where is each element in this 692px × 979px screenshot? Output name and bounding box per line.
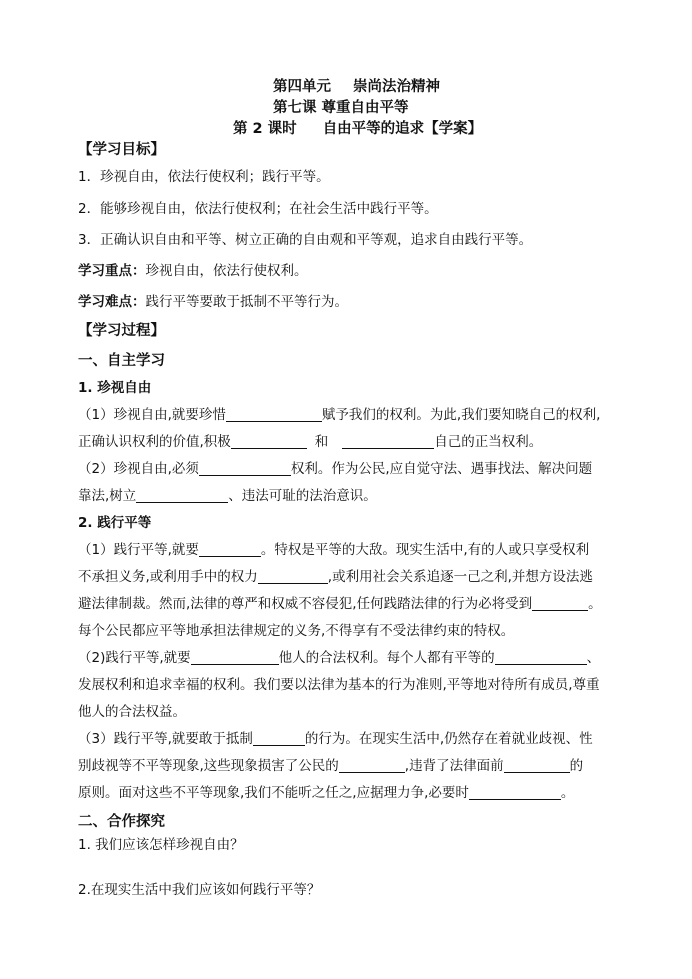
- subsection-practice-equality: 2. 践行平等: [78, 515, 152, 531]
- key-point-label: 学习重点：: [78, 263, 146, 279]
- text-run: 。: [560, 785, 575, 801]
- objective-item: 3．正确认识自由和平等、树立正确的自由观和平等观，追求自由践行平等。: [78, 232, 533, 248]
- paragraph-line: [78, 459, 592, 479]
- text-run: （2）珍视自由,必须: [78, 461, 199, 477]
- text-run: 他人的合法权利。每个人都有平等的: [278, 650, 495, 666]
- text-run: （2)践行平等,就要: [78, 650, 191, 666]
- text-run: （1）践行平等,就要: [78, 542, 199, 558]
- paragraph-line: [78, 405, 600, 425]
- question-1: 1. 我们应该怎样珍视自由？: [78, 837, 244, 853]
- text-run: （3）践行平等,就要敢于抵制: [78, 731, 253, 747]
- fill-blank[interactable]: [504, 757, 570, 773]
- fill-blank[interactable]: [199, 541, 261, 557]
- period-number: 第 2 课时: [233, 121, 297, 137]
- fill-blank[interactable]: [532, 595, 588, 611]
- text-run: 权利。作为公民,应自觉守法、遇事找法、解决问题: [290, 461, 593, 477]
- difficulty: [78, 292, 348, 312]
- text-run: 。特权是平等的大敌。现实生活中,有的人或只享受权利: [260, 542, 590, 558]
- fill-blank[interactable]: [231, 433, 307, 449]
- fill-blank[interactable]: [495, 649, 587, 665]
- text-run: 靠法,树立: [78, 488, 137, 504]
- period-title: [233, 119, 482, 139]
- paragraph-line: [78, 594, 602, 614]
- text-run: 和: [314, 434, 329, 450]
- paragraph-line: 他人的合法权益。: [78, 704, 186, 720]
- difficulty-label: 学习难点：: [78, 294, 146, 310]
- question-2: 2.在现实生活中我们应该如何践行平等？: [78, 882, 321, 898]
- text-run: 的行为。在现实生活中,仍然存在着就业歧视、性: [304, 731, 593, 747]
- objective-item: 2．能够珍视自由，依法行使权利；在社会生活中践行平等。: [78, 201, 438, 217]
- text-run: 正确认识权利的价值,积极: [78, 434, 231, 450]
- text-run: 、: [586, 650, 601, 666]
- fill-blank[interactable]: [253, 730, 305, 746]
- fill-blank[interactable]: [226, 406, 322, 422]
- text-run: （1）珍视自由,就要珍惜: [78, 407, 226, 423]
- paragraph-line: [78, 540, 589, 560]
- fill-blank[interactable]: [258, 568, 328, 584]
- key-point-text: 珍视自由，依法行使权利。: [145, 263, 308, 279]
- process-heading: 【学习过程】: [78, 323, 165, 339]
- lesson-title: 第七课 尊重自由平等: [273, 100, 409, 116]
- text-run: 赋予我们的权利。为此,我们要知晓自己的权利,: [321, 407, 601, 423]
- fill-blank[interactable]: [342, 433, 434, 449]
- fill-blank[interactable]: [199, 460, 291, 476]
- text-run: 。: [588, 596, 602, 612]
- paragraph-line: [78, 729, 593, 749]
- key-point: [78, 261, 308, 281]
- text-run: 不承担义务,或利用手中的权力: [78, 569, 258, 585]
- objective-item: 1．珍视自由，依法行使权利；践行平等。: [78, 169, 330, 185]
- unit-name: 崇尚法治精神: [353, 79, 440, 95]
- fill-blank[interactable]: [469, 784, 561, 800]
- paragraph-line: [78, 648, 600, 668]
- fill-blank[interactable]: [136, 487, 228, 503]
- text-run: ,或利用社会关系追逐一己之利,并想方设法逃: [327, 569, 593, 585]
- text-run: 避法律制裁。然而,法律的尊严和权威不容侵犯,任何践踏法律的行为必将受到: [78, 596, 533, 612]
- paragraph-line: [78, 756, 583, 776]
- fill-blank[interactable]: [191, 649, 279, 665]
- cooperation-heading: 二、合作探究: [78, 814, 165, 830]
- unit-title: [273, 77, 440, 97]
- paragraph-line: 发展权利和追求幸福的权利。我们要以法律为基本的行为准则,平等地对待所有成员,尊重: [78, 677, 600, 693]
- text-run: 别歧视等不平等现象,这些现象损害了公民的: [78, 758, 339, 774]
- paragraph-line: [78, 567, 593, 587]
- difficulty-text: 践行平等要敢于抵制不平等行为。: [145, 294, 348, 310]
- subsection-cherish-freedom: 1. 珍视自由: [78, 380, 152, 396]
- paragraph-line: [78, 432, 542, 452]
- text-run: 、违法可耻的法治意识。: [228, 488, 377, 504]
- paragraph-line: 每个公民都应平等地承担法律规定的义务,不得享有不受法律约束的特权。: [78, 623, 515, 639]
- unit-number: 第四单元: [273, 79, 331, 95]
- text-run: 的: [569, 758, 584, 774]
- objectives-heading: 【学习目标】: [78, 142, 165, 158]
- text-run: ,违背了法律面前: [404, 758, 504, 774]
- text-run: 原则。面对这些不平等现象,我们不能听之任之,应据理力争,必要时: [78, 785, 469, 801]
- self-study-heading: 一、自主学习: [78, 353, 165, 369]
- text-run: 自己的正当权利。: [434, 434, 543, 450]
- paragraph-line: [78, 486, 377, 506]
- paragraph-line: [78, 783, 574, 803]
- fill-blank[interactable]: [339, 757, 405, 773]
- period-name: 自由平等的追求【学案】: [322, 121, 483, 137]
